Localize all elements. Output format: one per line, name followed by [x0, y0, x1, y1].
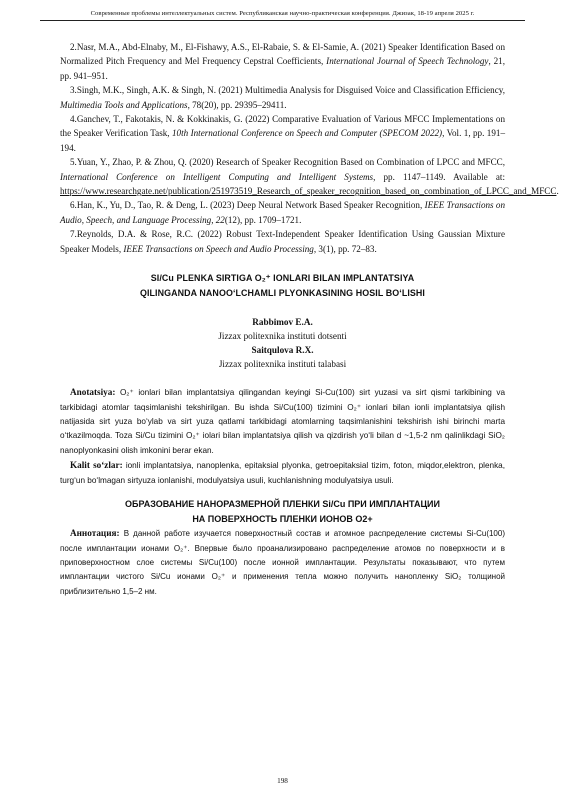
running-header: Современные проблемы интеллектуальных систем. Республиканская научно-практическая конференция. Джизак, 18-19 апреля 2025 г.	[40, 10, 525, 21]
article-title-uz: SI/Cu PLENKA SIRTIGA O₂⁺ IONLARI BILAN IMPLANTATSIYA QILINGANDA NANOO‘LCHAMLI PLYONKASINING HOSIL BO‘LISHI	[139, 273, 426, 299]
reference-list	[60, 40, 559, 256]
reference-item: 3.Singh, M.K., Singh, A.K. & Singh, N. (2021) Multimedia Analysis for Disguised Voice and Classification Efficiency, Multimedia Tools and Applications, 78(20), pp. 29395–29411.	[60, 85, 505, 110]
author-name: Saitqulova R.X.	[251, 345, 314, 356]
author-name: Rabbimov E.A.	[252, 317, 313, 328]
reference-link[interactable]: https://www.researchgate.net/publication/251973519_Research_of_speaker_recognition_based_on_combination_of_LPCC_and_MFCC	[60, 186, 557, 197]
page-number: 198	[277, 777, 288, 785]
reference-item: 5.Yuan, Y., Zhao, P. & Zhou, Q. (2020) Research of Speaker Recognition Based on Combination of LPCC and MFCC, International Conference on Intelligent Computing and Intelligent Systems, pp. 1147–1149. Available at: https://www.researchgate.net/publication/251973519_Research_of_speaker_recognition_based_on_combination_of_LPCC_and_MFCC.	[60, 157, 559, 197]
article-title-ru: ОБРАЗОВАНИЕ НАНОРАЗМЕРНОЙ ПЛЕНКИ Si/Cu ПРИ ИМПЛАНТАЦИИ НА ПОВЕРХНОСТЬ ПЛЕНКИ ИОНОВ O2+	[125, 498, 440, 524]
abstract-uz: Anotatsiya: O₂⁺ ionlari bilan implantatsiya qilingandan keyingi Si-Cu(100) sirt yuzasi va sirt qismi tarkibining va tarkibidagi atomlar taqsimlanishi tekshirilgan. Bu ishda Si/Cu(100) tizimini O₂⁺ ionlari bilan ionli implantatsiya qilish natijasida sirt yuza bo‘ylab va sirt yuza qatlami tarkibidagi atomlarning taqsimlanishini tekshirish ishi birinchi marta o‘tkazilmoqda. Toza Si/Cu tizimini O₂⁺ iolari bilan implantatsiya qilish va qizdirish yo‘li bilan d ~1,5-2 nm qalinlikdagi SiO₂ nanoplyonkasini olish imkonini berar ekan.	[60, 387, 505, 455]
reference-item: 2.Nasr, M.A., Abd-Elnaby, M., El-Fishawy, A.S., El-Rabaie, S. & El-Samie, A. (2021) Speaker Identification Based on Normalized Pitch Frequency and Mel Frequency Cepstral Coefficients, International Journal of Speech Technology, 21, pp. 941–951.	[60, 42, 505, 81]
page-body	[60, 40, 559, 599]
author-affiliation: Jizzax politexnika instituti talabasi	[218, 359, 347, 370]
abstract-ru: Аннотация: В данной работе изучается поверхностный состав и атомное распределение системы Si-Cu(100) после имплантации ионами O₂⁺. Впервые было проанализировано распределение атомов по поверхности и в приповерхностном слое системы Si/Cu(100) после ионной имплантации. Результаты показывают, что путем имплантации чистого Si/Cu ионами O₂⁺ и применения тепла можно получить нанопленку SiO₂ толщиной приблизительно 1,5–2 нм.	[60, 528, 505, 596]
reference-item: 7.Reynolds, D.A. & Rose, R.C. (2022) Robust Text-Independent Speaker Identification Using Gaussian Mixture Speaker Models, IEEE Transactions on Speech and Audio Processing, 3(1), pp. 72–83.	[60, 229, 505, 254]
reference-item: 6.Han, K., Yu, D., Tao, R. & Deng, L. (2023) Deep Neural Network Based Speaker Recognition, IEEE Transactions on Audio, Speech, and Language Processing, 22(12), pp. 1709–1721.	[60, 200, 505, 225]
reference-item: 4.Ganchev, T., Fakotakis, N. & Kokkinakis, G. (2022) Comparative Evaluation of Various MFCC Implementations on the Speaker Verification Task, 10th International Conference on Speech and Computer (SPECOM 2022), Vol. 1, pp. 191–194.	[60, 114, 505, 153]
keywords-uz: Kalit so‘zlar: ionli implantatsiya, nanoplenka, epitaksial plyonka, getroepitaksial tizim, foton, miqdor,elektron, plenka, turg‘un bo‘lmagan sirtyuza ionlanishi, modulyatsiya usuli, kuchlanishning modulyatsiya usuli.	[60, 460, 505, 485]
author-affiliation: Jizzax politexnika instituti dotsenti	[218, 331, 347, 342]
